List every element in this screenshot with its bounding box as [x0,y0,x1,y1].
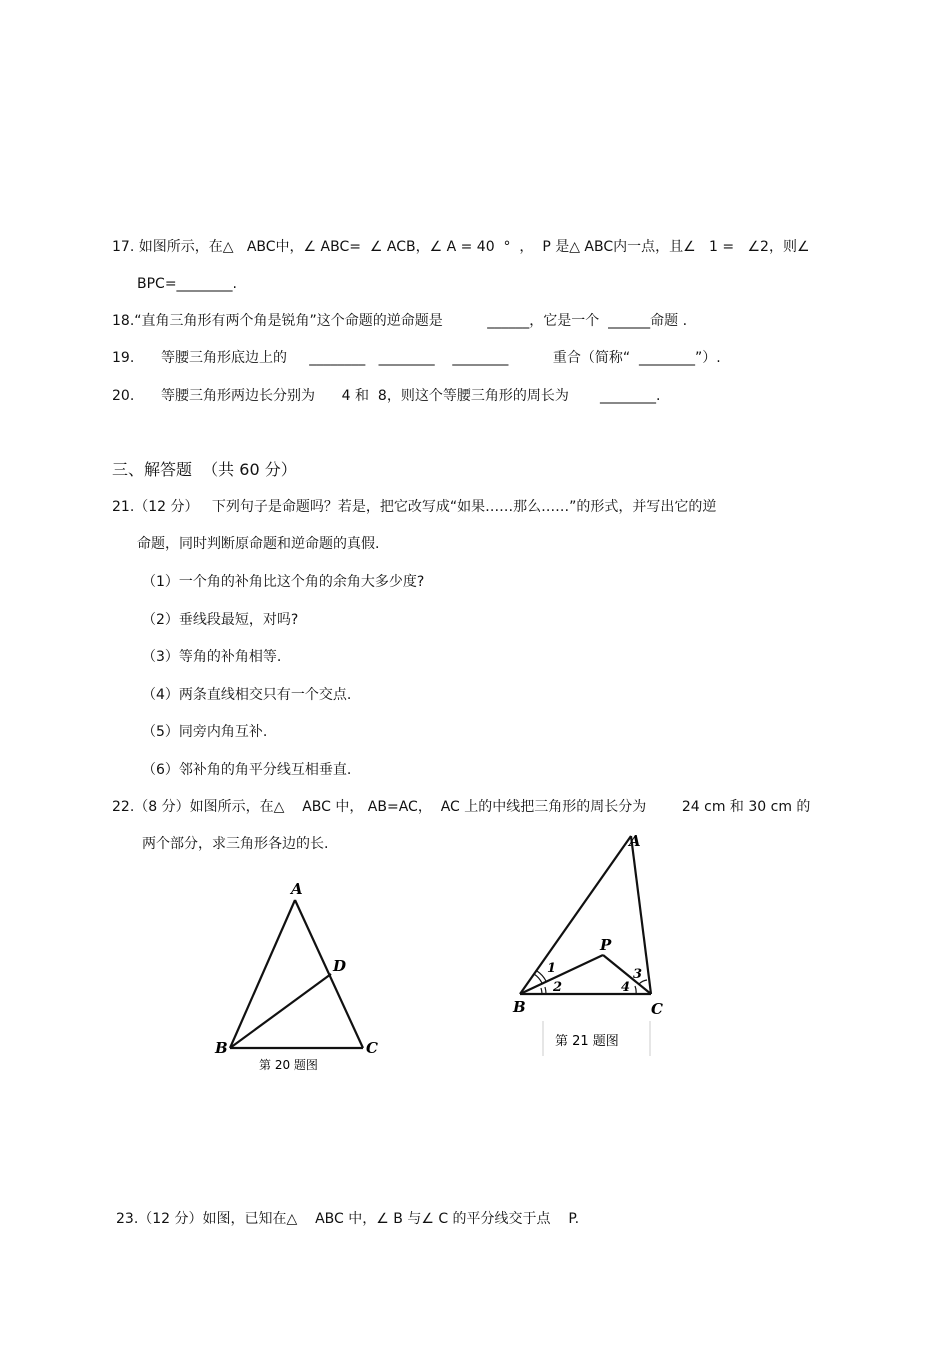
segment-AB [520,836,631,994]
section-heading: 三、解答题 （共 60 分） [112,460,297,479]
figure-21 [505,828,680,1063]
question-19: 19. 等腰三角形底边上的 ________ ________ ________ 重合（简称“ ________”）. [112,350,721,366]
question-18: 18.“直角三角形有两个角是锐角”这个命题的逆命题是 ______，它是一个 ______命题 . [112,313,688,329]
label-C: C [366,1039,378,1057]
question-21-line1: 21.（12 分） 下列句子是命题吗？若是，把它改写成“如果……那么……”的形式，并写出它的逆 [112,499,717,515]
label-angle-2: 2 [553,980,563,995]
question-17-line2: BPC=________. [137,276,238,292]
label-angle-4: 4 [621,980,631,995]
label-angle-1: 1 [547,961,557,976]
question-21-item-2: （2）垂线段最短，对吗? [142,612,299,628]
question-21-item-4: （4）两条直线相交只有一个交点. [142,687,352,703]
question-21-item-1: （1）一个角的补角比这个角的余角大多少度? [142,574,425,590]
figure-21-lines [520,836,651,994]
question-22-line2: 两个部分，求三角形各边的长. [142,836,329,852]
label-C: C [651,1000,663,1018]
question-22-line1: 22.（8 分）如图所示，在△ ABC 中， AB=AC， AC 上的中线把三角形的周长分为 24 cm 和 30 cm 的 [112,799,811,815]
figure-20 [205,875,395,1075]
question-23: 23.（12 分）如图，已知在△ ABC 中，∠ B 与∠ C 的平分线交于点 P. [116,1211,580,1227]
question-21-line2: 命题，同时判断原命题和逆命题的真假. [137,536,380,552]
label-B: B [215,1039,228,1057]
label-angle-3: 3 [633,967,643,982]
question-21-item-5: （5）同旁内角互补. [142,724,268,740]
segment-AB [230,900,295,1048]
label-A: A [629,832,641,850]
question-20: 20. 等腰三角形两边长分别为 4 和 8，则这个等腰三角形的周长为 ________. [112,388,661,404]
segment-AC [295,900,363,1048]
question-21-item-6: （6）邻补角的角平分线互相垂直. [142,762,352,778]
label-B: B [513,998,526,1016]
question-21-item-3: （3）等角的补角相等. [142,649,282,665]
label-A: A [291,880,303,898]
figure-20-caption: 第 20 题图 [259,1058,318,1072]
label-D: D [333,957,347,975]
label-P: P [600,936,612,954]
question-17-line1: 17. 如图所示，在△ ABC中，∠ ABC= ∠ ACB，∠ A = 40 ° ， P 是△ ABC内一点，且∠ 1 = ∠2，则∠ [112,239,810,255]
figure-21-caption: 第 21 题图 [555,1034,619,1049]
